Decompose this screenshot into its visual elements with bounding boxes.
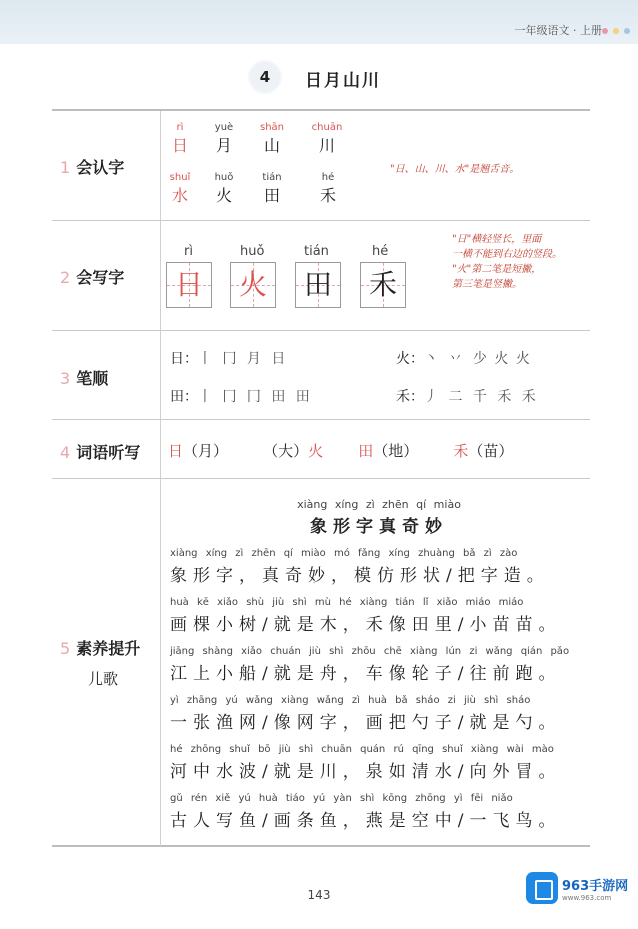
poem-title: 象形字真奇妙 xyxy=(310,517,448,537)
stroke-order-huo: 火：丶 丷 少 火 火 xyxy=(396,351,533,367)
watermark-url: www.963.com xyxy=(562,893,612,902)
lesson-number: 4 xyxy=(250,62,280,92)
section-dictation-label: 4 词语听写 xyxy=(60,443,141,462)
section-write-label: 2 会写字 xyxy=(60,268,125,287)
page-number: 143 xyxy=(307,888,331,902)
section-strokes-label: 3 笔顺 xyxy=(60,369,109,388)
poem-line-pinyin: gǔ rén xiě yú huà tiáo yú yàn shì kōng zhōng yì fēi niǎo xyxy=(170,793,513,804)
recognize-char: rì 日 xyxy=(171,122,188,155)
write-pinyin: huǒ xyxy=(240,244,265,259)
row-divider xyxy=(52,220,590,221)
poem-line: 象形字，真奇妙，模仿形状/把字造。 xyxy=(170,566,550,586)
row-divider xyxy=(52,330,590,331)
poem-line: 一张渔网/像网字，画把勺子/就是勺。 xyxy=(170,713,562,733)
row-divider xyxy=(52,419,590,420)
write-pinyin: tián xyxy=(304,244,329,259)
brand-logo-icon xyxy=(526,872,558,904)
stroke-order-ri: 日：丨 冂 月 日 xyxy=(170,351,289,367)
recognize-char: tián 田 xyxy=(262,172,282,205)
poem-line-pinyin: jiāng shàng xiǎo chuán jiù shì zhōu chē xiàng lún zi wǎng qián pǎo xyxy=(170,646,570,657)
column-divider xyxy=(160,111,161,846)
section-recognize-label: 1 会认字 xyxy=(60,158,125,177)
poem-line-pinyin: xiàng xíng zì zhēn qí miào mó fǎng xíng zhuàng bǎ zì zào xyxy=(170,548,518,559)
header-bar xyxy=(0,0,638,44)
write-note: "日"横轻竖长，里面 一横不能到右边的竖段。 "火"第二笔是短撇， 第三笔是竖撇。 xyxy=(452,234,562,290)
table-bottom-border xyxy=(52,845,590,847)
dot-blue xyxy=(624,28,630,34)
recognize-char: huǒ 火 xyxy=(214,172,234,205)
poem-line-pinyin: hé zhōng shuǐ bō jiù shì chuān quán rú qīng shuǐ xiàng wài mào xyxy=(170,744,554,755)
tian-grid-box: 火 xyxy=(230,262,276,308)
poem-line: 河中水波/就是川，泉如清水/向外冒。 xyxy=(170,762,562,782)
section-literacy-label: 5 素养提升 xyxy=(60,639,141,658)
recognize-char: chuān 川 xyxy=(311,122,343,155)
table-top-border xyxy=(52,109,590,111)
tian-grid-box: 日 xyxy=(166,262,212,308)
stroke-order-he: 禾：丿 二 千 禾 禾 xyxy=(396,389,539,405)
stroke-order-tian: 田：丨 冂 冂 田 田 xyxy=(170,389,313,405)
lesson-heading xyxy=(0,62,638,94)
poem-line-pinyin: huà kē xiǎo shù jiù shì mù hé xiàng tián lǐ xiǎo miáo miáo xyxy=(170,597,524,608)
watermark xyxy=(526,872,628,904)
dot-pink xyxy=(602,28,608,34)
recognize-char: hé 禾 xyxy=(319,172,336,205)
poem-title-pinyin: xiàng xíng zì zhēn qí miào xyxy=(297,498,461,511)
poem-line: 画棵小树/就是木，禾像田里/小苗苗。 xyxy=(170,615,562,635)
section-literacy-sublabel: 儿歌 xyxy=(88,670,119,688)
recognize-char: yuè 月 xyxy=(214,122,234,155)
tian-grid-box: 田 xyxy=(295,262,341,308)
decor-dots xyxy=(602,28,630,34)
tian-grid-box: 禾 xyxy=(360,262,406,308)
watermark-brand: 963手游网 xyxy=(562,878,629,894)
recognize-char: shān 山 xyxy=(259,122,284,155)
poem-line: 江上小船/就是舟，车像轮子/往前跑。 xyxy=(170,664,562,684)
recognize-char: shuǐ 水 xyxy=(169,172,191,205)
lesson-title: 日月山川 xyxy=(305,71,381,91)
dictation-answers: 日（月） （大）火 田（地） 禾（苗） xyxy=(168,442,514,460)
row-divider xyxy=(52,478,590,479)
book-title: 一年级语文 · 上册 xyxy=(514,24,602,37)
poem-line-pinyin: yì zhāng yú wǎng xiàng wǎng zì huà bǎ sháo zi jiù shì sháo xyxy=(170,695,531,706)
write-pinyin: rì xyxy=(184,244,193,259)
recognize-note: "日、山、川、水"是翘舌音。 xyxy=(390,164,520,175)
dot-yellow xyxy=(613,28,619,34)
poem-line: 古人写鱼/画条鱼，燕是空中/一飞鸟。 xyxy=(170,811,562,831)
write-pinyin: hé xyxy=(372,244,389,259)
